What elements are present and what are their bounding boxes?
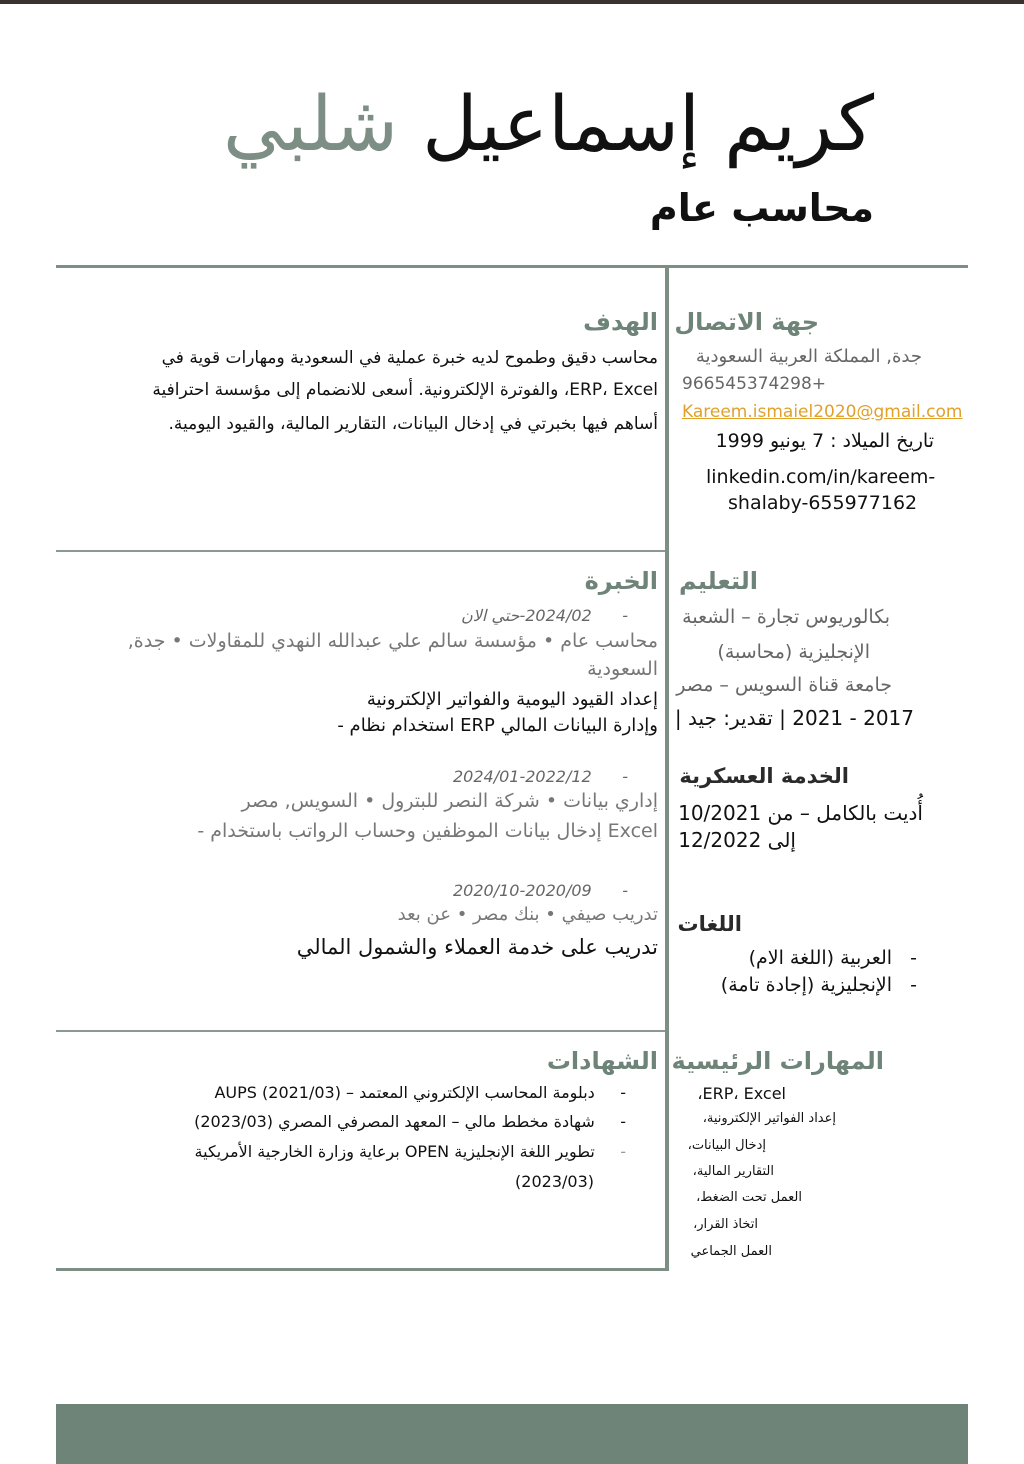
certificate-item-3 — [195, 1142, 626, 1161]
language-item-1 — [749, 947, 917, 969]
job-2-date — [453, 767, 628, 786]
certificates-heading: الشهادات — [546, 1047, 658, 1075]
education-degree-line-1: بكالوريوس تجارة – الشعبة — [682, 606, 890, 628]
footer-band — [56, 1404, 968, 1464]
column-divider — [665, 265, 669, 1270]
certificate-item-2 — [194, 1112, 626, 1131]
job-3-desc: تدريب على خدمة العملاء والشمول المالي — [296, 935, 658, 959]
candidate-name — [222, 79, 874, 168]
contact-phone: 966545374298+ — [682, 374, 827, 394]
skill-item: التقارير المالية، — [692, 1164, 774, 1179]
job-1-date — [461, 606, 628, 625]
skill-item: إدخال البيانات، — [687, 1138, 766, 1153]
list-dash: - — [591, 606, 628, 625]
education-heading: التعليم — [679, 567, 758, 595]
job-2-title: إداري بيانات • شركة النصر للبترول • السويس, مصر — [241, 790, 658, 812]
job-title: محاسب عام — [649, 186, 874, 230]
certificate-1-text: دبلومة المحاسب الإلكتروني المعتمد – AUPS (2021/03) — [214, 1083, 595, 1102]
list-dash: - — [594, 1142, 626, 1161]
skill-item: العمل تحت الضغط، — [696, 1190, 802, 1205]
contact-birthdate: تاريخ الميلاد : 7 يونيو 1999 — [715, 430, 934, 452]
job-3-title: تدريب صيفي • بنك مصر • عن بعد — [397, 904, 658, 925]
objective-line-3: أساهم فيها بخبرتي في إدخال البيانات، التقارير المالية، والقيود اليومية. — [168, 414, 658, 434]
footer-divider — [56, 1268, 669, 1271]
skills-heading: المهارات الرئيسية — [671, 1047, 884, 1075]
job-1-title-line-1: محاسب عام • مؤسسة سالم علي عبدالله النهدي للمقاولات • جدة, — [127, 630, 658, 652]
education-university: جامعة قناة السويس – مصر — [676, 674, 892, 696]
linkedin-line-1[interactable]: linkedin.com/in/kareem- — [706, 466, 936, 488]
header-divider — [56, 265, 968, 268]
languages-heading: اللغات — [677, 912, 742, 936]
job-3-date — [453, 881, 628, 900]
objective-heading: الهدف — [583, 308, 658, 336]
objective-line-1: محاسب دقيق وطموح لديه خبرة عملية في السعودية ومهارات قوية في — [161, 348, 658, 368]
language-item-2 — [721, 974, 917, 996]
linkedin-line-2[interactable]: shalaby-655977162 — [728, 492, 918, 514]
list-dash: - — [892, 947, 917, 969]
list-dash: - — [591, 767, 628, 786]
education-years: 2017 - 2021 | تقدير: جيد | — [674, 706, 914, 730]
list-dash: - — [594, 1112, 626, 1131]
section-divider-1 — [56, 550, 665, 552]
military-line-2: إلى 12/2022 — [678, 828, 796, 852]
job-1-desc-line-1: إعداد القيود اليومية والفواتير الإلكترونية — [366, 689, 658, 710]
contact-location: جدة, المملكة العربية السعودية — [695, 346, 922, 367]
certificate-item-1 — [214, 1083, 626, 1102]
military-heading: الخدمة العسكرية — [679, 764, 849, 788]
skill-item: اتخاذ القرار، — [693, 1217, 758, 1232]
skill-item: ERP، Excel، — [697, 1084, 786, 1103]
skill-item: العمل الجماعي — [690, 1244, 772, 1259]
contact-email-link[interactable]: Kareem.ismaiel2020@gmail.com — [682, 402, 963, 422]
section-divider-2 — [56, 1030, 665, 1032]
certificate-3-text: تطوير اللغة الإنجليزية OPEN برعاية وزارة الخارجية الأمريكية — [194, 1142, 595, 1161]
list-dash: - — [892, 974, 917, 996]
surname: شلبي — [222, 79, 399, 168]
given-name: كريم إسماعيل — [422, 79, 874, 168]
language-english: الإنجليزية (إجادة تامة) — [720, 974, 893, 996]
job-2-desc: Excel إدخال بيانات الموظفين وحساب الرواتب باستخدام - — [197, 820, 658, 842]
job-2-date-text: 2024/01-2022/12 — [452, 767, 592, 786]
certificate-2-text: شهادة مخطط مالي – المعهد المصرفي المصري (2023/03) — [194, 1112, 595, 1131]
list-dash: - — [594, 1083, 626, 1102]
language-arabic: العربية (اللغة الام) — [748, 947, 893, 969]
objective-line-2: ERP، Excel، والفوترة الإلكترونية. أسعى للانضمام إلى مؤسسة احترافية — [152, 380, 658, 400]
job-1-desc-line-2: وإدارة البيانات المالي ERP استخدام نظام - — [337, 715, 658, 736]
list-dash: - — [591, 881, 628, 900]
military-line-1: أُديت بالكامل – من 10/2021 — [678, 801, 923, 825]
job-1-title-line-2: السعودية — [587, 658, 658, 680]
experience-heading: الخبرة — [584, 567, 658, 595]
education-degree-line-2: الإنجليزية (محاسبة) — [717, 641, 870, 663]
certificate-item-3-date: (2023/03) — [515, 1172, 594, 1191]
skill-item: إعداد الفواتير الإلكترونية، — [702, 1111, 836, 1126]
job-1-date-text: 2024/02-حتي الان — [461, 606, 592, 625]
job-3-date-text: 2020/10-2020/09 — [452, 881, 592, 900]
contact-heading: جهة الاتصال — [674, 308, 819, 336]
top-border — [0, 0, 1024, 4]
